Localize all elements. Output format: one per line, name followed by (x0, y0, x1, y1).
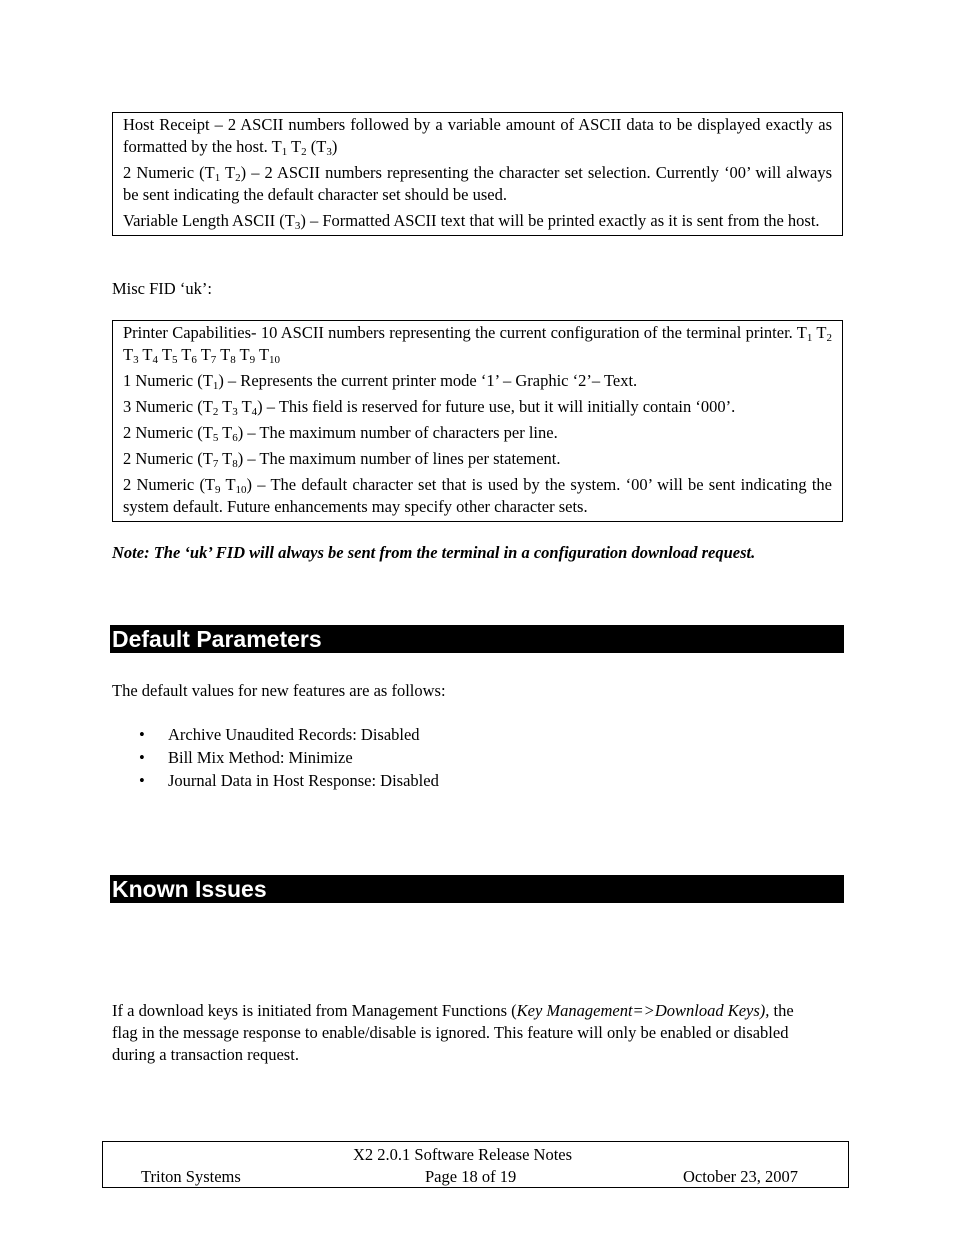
printer-mode-desc: 1 Numeric $(T_1)$ – Represents the current printer mode ‘1’ – Graphic ‘2’– Text. (123, 371, 638, 392)
reserved-field-desc: 3 Numeric ($T_2$ $T_3$ $T_4$) – This field is reserved for future use, but it will initially contain ‘000’. (123, 397, 736, 418)
host-receipt-box (112, 112, 843, 236)
default-values-list (112, 724, 439, 793)
bullet-icon: • (139, 748, 145, 767)
variable-ascii-desc: Variable Length ASCII $(T_3)$ – Formatted ASCII text that will be printed exactly as it is sent from the host. (123, 211, 820, 232)
known-issues-heading: Known Issues (110, 875, 844, 903)
list-item: • Archive Unaudited Records: Disabled (139, 725, 420, 744)
printer-capabilities-desc: Printer Capabilities- 10 ASCII numbers representing the current configuration of the terminal printer. $T_1$ $T_2$ $T_3$ $T_4$ $T_5$ $T_6$ $T_7$ $T_8$ $T_9$ $T_{10}$ (123, 323, 832, 366)
footer-date: October 23, 2007 (683, 1167, 799, 1186)
default-charset-desc: 2 Numeric ($T_9$ $T_{10}$) – The default character set that is used by the system. ‘00’ will be sent indicating the system default. Future enhancements may specify other character sets. (123, 475, 832, 516)
list-item: • Bill Mix Method: Minimize (139, 748, 353, 767)
host-receipt-desc: Host Receipt – 2 ASCII numbers followed by a variable amount of ASCII data to be displayed exactly as formatted by the host. $T_1$ $T_2$ $(T_3)$ (123, 115, 832, 158)
known-issue-paragraph: If a download keys is initiated from Management Functions (Key Management=>Download Keys), the flag in the message response to enable/disable is ignored. This feature will only be enabled or disabled during a transaction request. (112, 1001, 794, 1064)
bullet-icon: • (139, 725, 145, 744)
chars-per-line-desc: 2 Numeric ($T_5$ $T_6$) – The maximum number of characters per line. (123, 423, 558, 444)
uk-fid-note: Note: The ‘uk’ FID will always be sent from the terminal in a configuration download request. (112, 543, 756, 562)
default-values-intro: The default values for new features are as follows: (112, 681, 446, 700)
printer-capabilities-box (112, 320, 843, 522)
footer-company: Triton Systems (141, 1167, 241, 1186)
footer-page-number: Page 18 of 19 (425, 1167, 517, 1186)
lines-per-statement-desc: 2 Numeric ($T_7$ $T_8$) – The maximum number of lines per statement. (123, 449, 561, 470)
bullet-icon: • (139, 771, 145, 790)
footer-title: X2 2.0.1 Software Release Notes (353, 1145, 573, 1164)
numeric-charset-desc: 2 Numeric ($T_1$ $T_2) - 2$ ASCII numbers representing the character set selection. Currently ‘00’ will always be sent indicating the default character set should be used. (123, 163, 832, 204)
list-item: • Journal Data in Host Response: Disabled (139, 771, 439, 790)
default-parameters-heading: Default Parameters (110, 625, 844, 653)
misc-fid-label: Misc FID ‘uk’: (112, 279, 212, 298)
page-footer (102, 1141, 849, 1188)
